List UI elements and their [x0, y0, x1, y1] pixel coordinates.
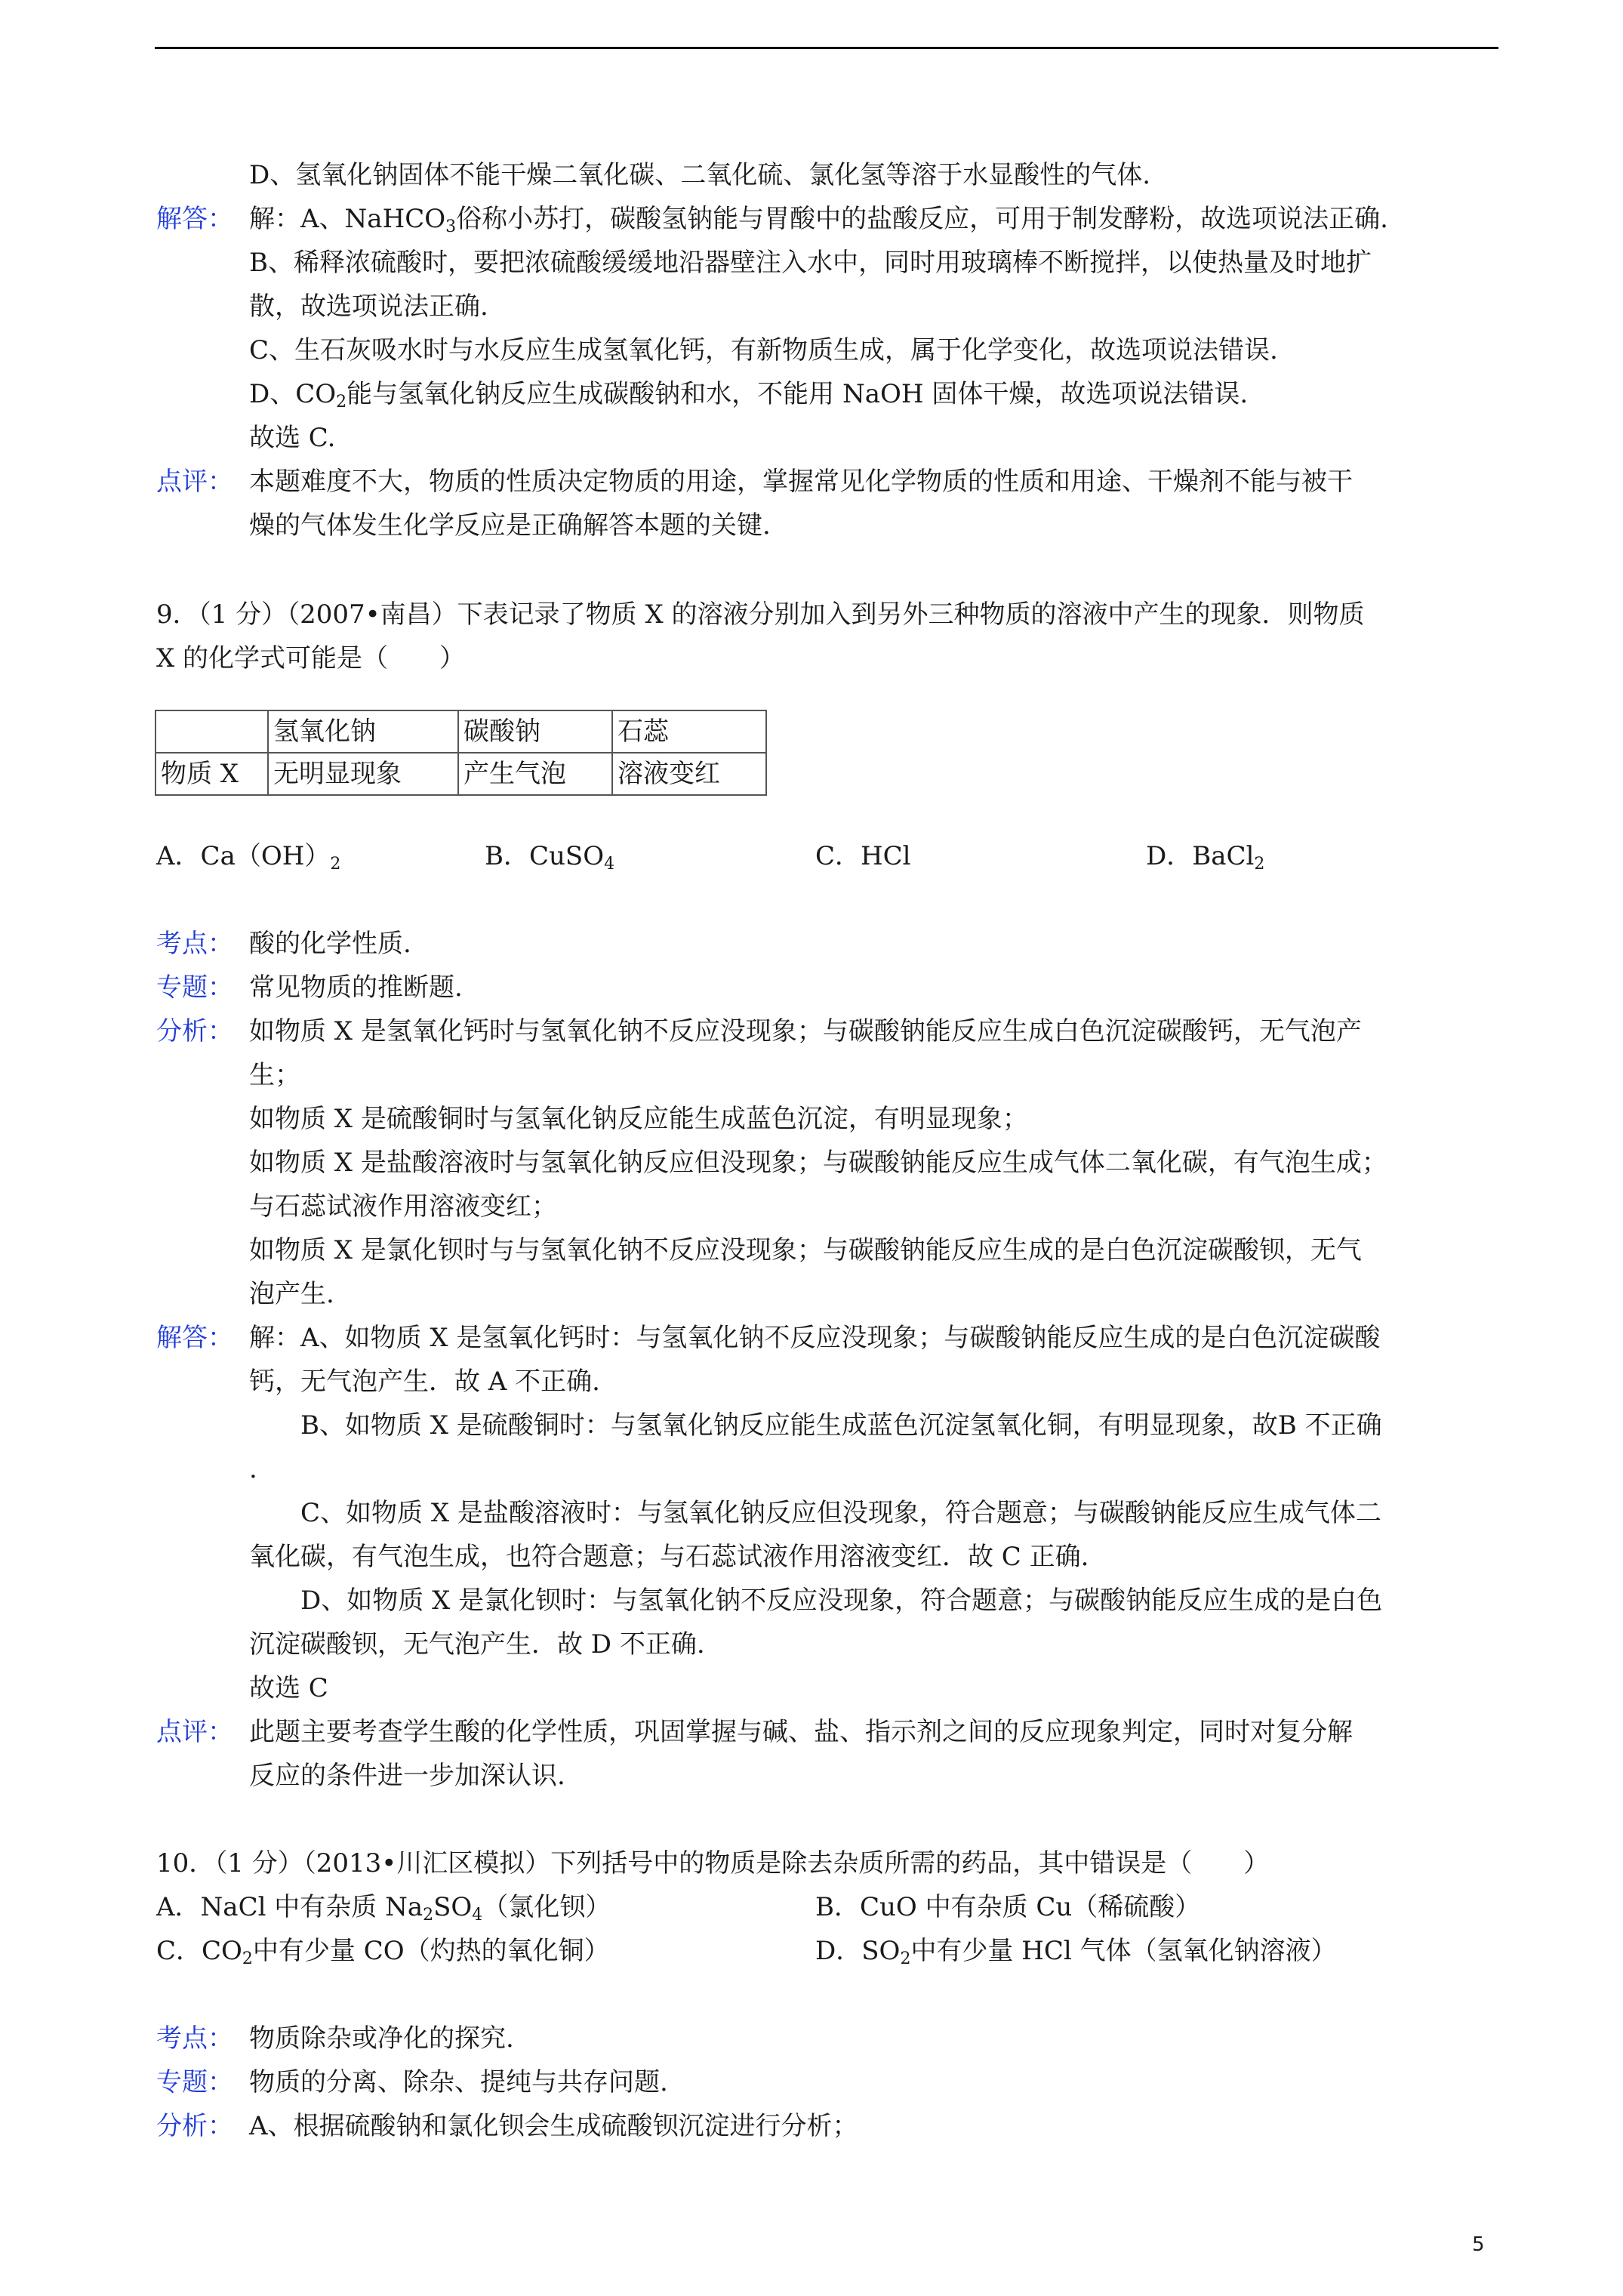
table-cell: 产生气泡 [458, 753, 612, 795]
prev-answer-a: 解：A、NaHCO$_3$俗称小苏打，碳酸氢钠能与胃酸中的盐酸反应，可用于制发酵粉，故选项说法正确. [249, 204, 1388, 236]
q9-kaodian: 酸的化学性质. [249, 929, 411, 959]
q9-jieda-1: 解：A、如物质 X 是氢氧化钙时：与氢氧化钠不反应没现象；与碳酸钠能反应生成的是白色沉淀碳酸 [249, 1323, 1381, 1353]
table-row [156, 753, 766, 795]
prev-comment-1: 本题难度不大，物质的性质决定物质的用途，掌握常见化学物质的性质和用途、干燥剂不能与被干 [249, 467, 1353, 497]
q9-option-d: D．BaCl$_2$ [1146, 841, 1265, 874]
prev-answer-choice: 故选 C. [249, 423, 336, 453]
q9-jieda-7: D、如物质 X 是氯化钡时：与氢氧化钠不反应没现象，符合题意；与碳酸钠能反应生成的是白色 [300, 1586, 1383, 1616]
q10-stem: 10．（1 分）（2013•川汇区模拟）下列括号中的物质是除去杂质所需的药品，其中错误是（ ） [156, 1848, 1270, 1878]
q10-zhuanti: 物质的分离、除杂、提纯与共存问题. [249, 2067, 668, 2097]
q10-kaodian-label: 考点： [156, 2023, 233, 2054]
q9-zhuanti: 常见物质的推断题. [249, 972, 463, 1003]
table-cell [156, 710, 268, 753]
q9-jieda-9: 故选 C [249, 1673, 328, 1703]
prev-answer-c: C、生石灰吸水时与水反应生成氢氧化钙，有新物质生成，属于化学变化，故选项说法错误. [249, 335, 1278, 365]
q10-option-c: C．$CO_2$中有少量 CO（灼热的氧化铜） [156, 1936, 610, 1968]
q9-fenxi-7: 泡产生. [249, 1279, 334, 1309]
table-cell: 无明显现象 [268, 753, 458, 795]
q9-zhuanti-label: 专题： [156, 972, 233, 1003]
q9-dianping-2: 反应的条件进一步加深认识. [249, 1761, 565, 1791]
q9-dianping-label: 点评： [156, 1717, 233, 1747]
q9-fenxi-1: 如物质 X 是氢氧化钙时与氢氧化钠不反应没现象；与碳酸钠能反应生成白色沉淀碳酸钙，无气泡产 [249, 1016, 1362, 1046]
q9-jieda-6: 氧化碳，有气泡生成，也符合题意；与石蕊试液作用溶液变红．故 C 正确. [249, 1542, 1089, 1572]
q9-jieda-2: 钙，无气泡产生．故 A 不正确. [249, 1367, 600, 1397]
q10-option-d: D．$SO_2$中有少量 HCl 气体（氢氧化钠溶液） [815, 1936, 1337, 1968]
prev-comment-2: 燥的气体发生化学反应是正确解答本题的关键. [249, 510, 771, 541]
prev-answer-d: D、$CO_2$能与氢氧化钠反应生成碳酸钠和水，不能用 NaOH 固体干燥，故选项说法错误. [249, 379, 1249, 411]
q9-fenxi-5: 与石蕊试液作用溶液变红； [249, 1191, 557, 1222]
q9-fenxi-3: 如物质 X 是硫酸铜时与氢氧化钠反应能生成蓝色沉淀，有明显现象； [249, 1104, 1028, 1134]
table-cell: 氢氧化钠 [268, 710, 458, 753]
q9-option-c: C．HCl [815, 841, 911, 871]
q9-fenxi-4: 如物质 X 是盐酸溶液时与氢氧化钠反应但没现象；与碳酸钠能反应生成气体二氧化碳，有气泡生成； [249, 1148, 1387, 1178]
table-row [156, 710, 766, 753]
prev-answer-b2: 散，故选项说法正确. [249, 291, 488, 322]
prev-option-d: D、氢氧化钠固体不能干燥二氧化碳、二氧化硫、氯化氢等溶于水显酸性的气体. [249, 160, 1151, 190]
prev-answer-label: 解答： [156, 204, 233, 234]
q9-dianping-1: 此题主要考查学生酸的化学性质，巩固掌握与碱、盐、指示剂之间的反应现象判定，同时对复分解 [249, 1717, 1353, 1747]
q9-jieda-4: . [249, 1454, 257, 1484]
q9-option-b: B．CuSO$_4$ [485, 841, 615, 874]
table-cell: 溶液变红 [612, 753, 766, 795]
q9-fenxi-2: 生； [249, 1060, 300, 1090]
q9-jieda-label: 解答： [156, 1323, 233, 1353]
q9-jieda-8: 沉淀碳酸钡，无气泡产生．故 D 不正确. [249, 1629, 705, 1660]
q10-fenxi-label: 分析： [156, 2111, 233, 2141]
table-cell: 石蕊 [612, 710, 766, 753]
q9-fenxi-label: 分析： [156, 1016, 233, 1046]
q10-zhuanti-label: 专题： [156, 2067, 233, 2097]
prev-answer-b1: B、稀释浓硫酸时，要把浓硫酸缓缓地沿器壁注入水中，同时用玻璃棒不断搅拌，以使热量及时地扩 [249, 248, 1372, 278]
page-number: 5 [1472, 2233, 1485, 2256]
table-cell: 物质 X [156, 753, 268, 795]
q9-jieda-3: B、如物质 X 是硫酸铜时：与氢氧化钠反应能生成蓝色沉淀氢氧化铜，有明显现象，故B 不正确 [300, 1410, 1382, 1441]
q9-kaodian-label: 考点： [156, 929, 233, 959]
q10-kaodian: 物质除杂或净化的探究. [249, 2023, 514, 2054]
q9-stem-1: 9．（1 分）（2007•南昌）下表记录了物质 X 的溶液分别加入到另外三种物质的溶液中产生的现象．则物质 [156, 599, 1365, 630]
q10-option-b: B．CuO 中有杂质 Cu（稀硫酸） [815, 1892, 1201, 1922]
q9-stem-2: X 的化学式可能是（ ） [156, 643, 466, 673]
q9-table [155, 710, 767, 796]
q10-option-a: A．NaCl 中有杂质 $Na_2SO_4$（氯化钡） [156, 1892, 611, 1925]
table-cell: 碳酸钠 [458, 710, 612, 753]
q10-fenxi-1: A、根据硫酸钠和氯化钡会生成硫酸钡沉淀进行分析； [249, 2111, 858, 2141]
q9-fenxi-6: 如物质 X 是氯化钡时与与氢氧化钠不反应没现象；与碳酸钠能反应生成的是白色沉淀碳酸钡，无气 [249, 1235, 1362, 1265]
prev-comment-label: 点评： [156, 467, 233, 497]
q9-option-a: A．$Ca(OH)_2$ [156, 841, 341, 874]
q9-jieda-5: C、如物质 X 是盐酸溶液时：与氢氧化钠反应但没现象，符合题意；与碳酸钠能反应生成气体二 [300, 1498, 1381, 1528]
header-rule [155, 47, 1498, 49]
